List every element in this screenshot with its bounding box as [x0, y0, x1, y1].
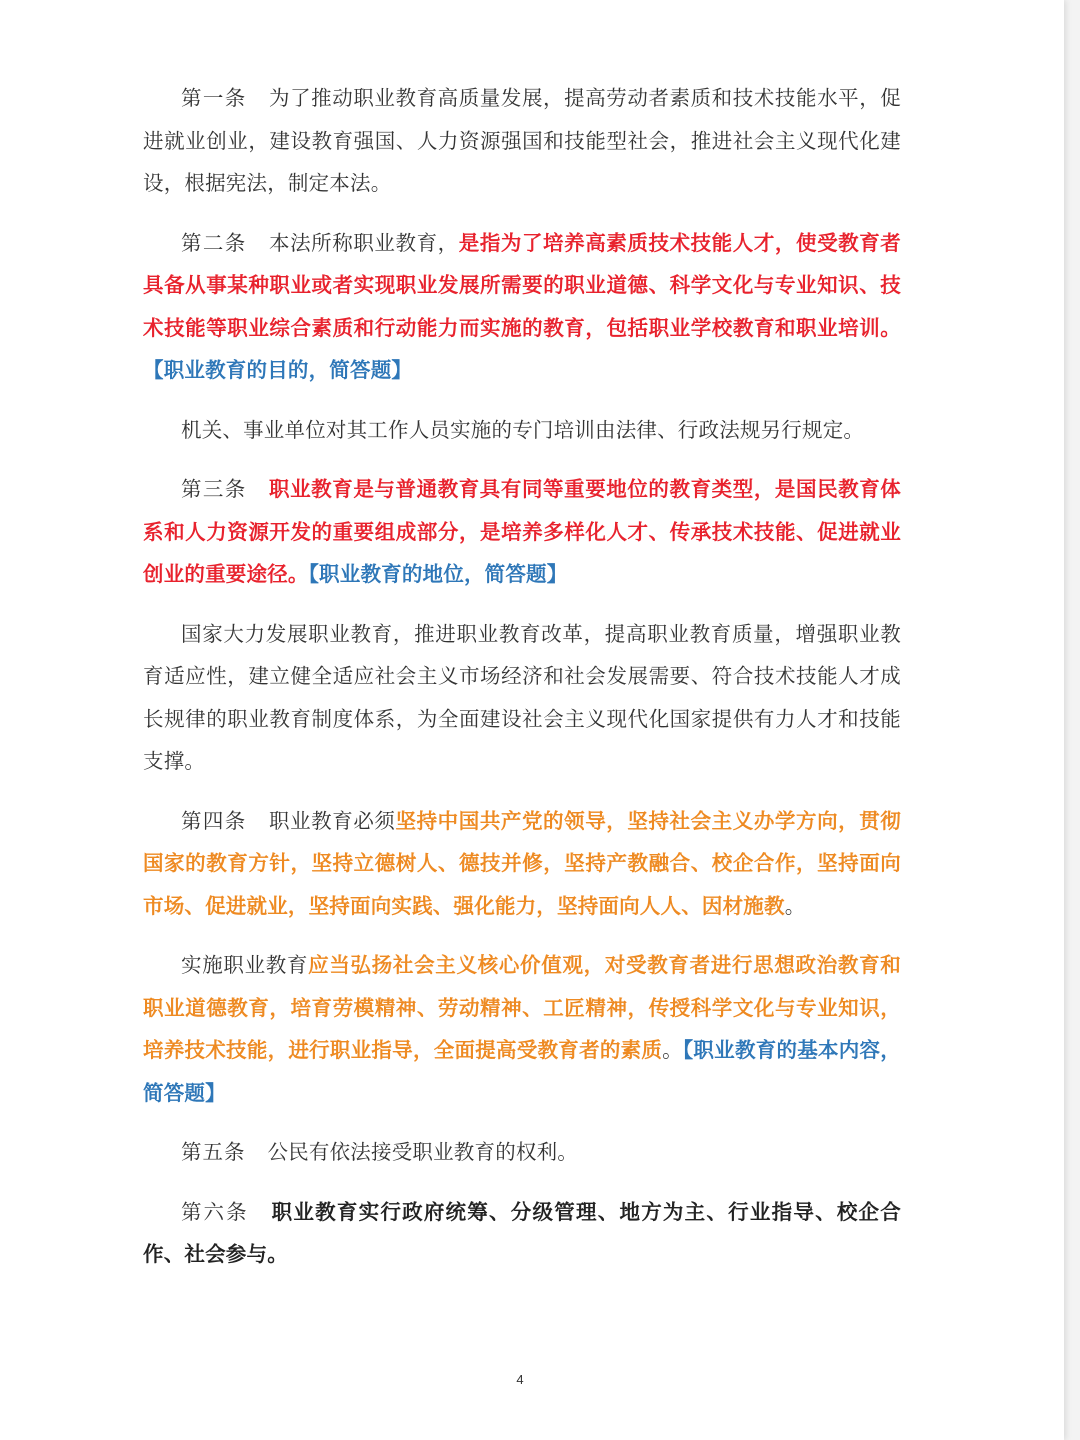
- article-4-para2-note: 【职业教育的基本内容，简答题】: [143, 1038, 902, 1105]
- article-4-label: 第四条: [181, 808, 247, 833]
- page-number: 4: [516, 1372, 524, 1387]
- article-5: [143, 1131, 901, 1174]
- article-6: [143, 1191, 901, 1276]
- article-2: [143, 222, 901, 392]
- article-4-paragraph-2: [143, 944, 901, 1114]
- document-body: [143, 77, 901, 1293]
- article-5-label: 第五条: [181, 1140, 246, 1164]
- article-3-para2-text: 国家大力发展职业教育，推进职业教育改革，提高职业教育质量，增强职业教育适应性，建立健全适应社会主义市场经济和社会发展需要、符合技术技能人才成长规律的职业教育制度体系，为全面建设社会主义现代化国家提供有力人才和技能支撑。: [143, 621, 901, 773]
- article-4-para2-end: 。: [662, 1038, 683, 1062]
- article-3-highlight: 职业教育是与普通教育具有同等重要地位的教育类型，是国民教育体系和人力资源开发的重要组成部分，是培养多样化人才、传承技术技能、促进就业创业的重要途径。: [143, 477, 902, 586]
- article-6-highlight: 职业教育实行政府统筹、分级管理、地方为主、行业指导、校企合作、社会参与。: [143, 1199, 901, 1266]
- article-4-para2-highlight: 应当弘扬社会主义核心价值观，对受教育者进行思想政治教育和职业道德教育，培育劳模精神、劳动精神、工匠精神，传授科学文化与专业知识，培养技术技能，进行职业指导，全面提高受教育者的素质: [143, 953, 901, 1062]
- article-3-note: 【职业教育的地位，简答题】: [308, 562, 568, 586]
- article-2-highlight: 是指为了培养高素质技术技能人才，使受教育者具备从事某种职业或者实现职业发展所需要的职业道德、科学文化与专业知识、技术技能等职业综合素质和行动能力而实施的教育，包括职业学校教育和职业培训。: [143, 230, 901, 340]
- article-2-note: 【职业教育的目的，简答题】: [143, 358, 413, 382]
- article-2-paragraph-2: [143, 409, 901, 452]
- article-2-para2-text: 机关、事业单位对其工作人员实施的专门培训由法律、行政法规另行规定。: [181, 417, 865, 442]
- article-4-end: 。: [784, 893, 806, 918]
- article-5-text: 公民有依法接受职业教育的权利。: [267, 1140, 578, 1164]
- article-4-highlight: 坚持中国共产党的领导，坚持社会主义办学方向，贯彻国家的教育方针，坚持立德树人、德技并修，坚持产教融合、校企合作，坚持面向市场、促进就业，坚持面向实践、强化能力，坚持面向人人、因材施教: [143, 808, 901, 918]
- article-2-intro: 本法所称职业教育，: [268, 230, 459, 255]
- article-3-label: 第三条: [181, 477, 247, 501]
- article-1-text: 为了推动职业教育高质量发展，提高劳动者素质和技术技能水平，促进就业创业，建设教育强国、人力资源强国和技能型社会，推进社会主义现代化建设，根据宪法，制定本法。: [143, 86, 902, 195]
- article-3: [143, 468, 901, 596]
- article-6-label: 第六条: [181, 1199, 249, 1224]
- article-1-label: 第一条: [181, 86, 247, 110]
- article-2-label: 第二条: [181, 230, 247, 255]
- article-3-paragraph-2: [143, 613, 901, 783]
- article-4-intro: 职业教育必须: [268, 808, 396, 833]
- article-4: [143, 800, 901, 928]
- article-1: [143, 77, 901, 205]
- article-4-para2-intro: 实施职业教育: [181, 953, 309, 977]
